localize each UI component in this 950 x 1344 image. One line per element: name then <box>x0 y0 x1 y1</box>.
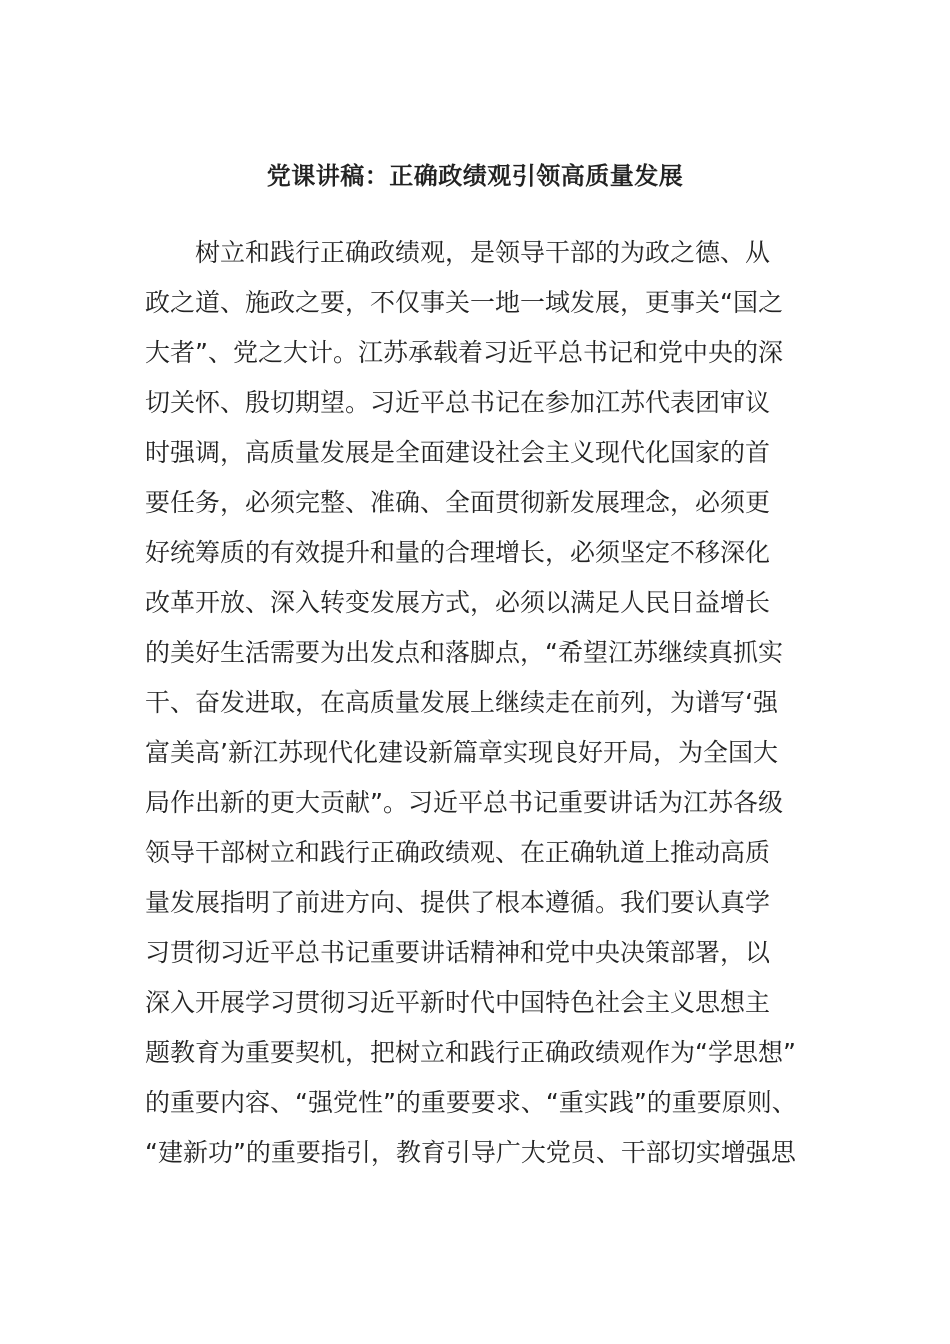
body-line: 的重要内容、“强党性”的重要要求、“重实践”的重要原则、 <box>145 1088 797 1117</box>
body-line: 政之道、施政之要，不仅事关一地一域发展，更事关“国之 <box>145 288 783 317</box>
body-line: 的美好生活需要为出发点和落脚点，“希望江苏继续真抓实 <box>145 638 783 667</box>
body-line: “建新功”的重要指引，教育引导广大党员、干部切实增强思 <box>145 1138 796 1167</box>
body-line: 大者”、党之大计。江苏承载着习近平总书记和党中央的深 <box>145 338 783 367</box>
body-line: 局作出新的更大贡献”。习近平总书记重要讲话为江苏各级 <box>145 788 783 817</box>
body-line: 富美高’新江苏现代化建设新篇章实现良好开局，为全国大 <box>145 738 778 767</box>
body-line: 切关怀、殷切期望。习近平总书记在参加江苏代表团审议 <box>145 388 771 417</box>
body-line: 题教育为重要契机，把树立和践行正确政绩观作为“学思想” <box>145 1038 796 1067</box>
body-line: 要任务，必须完整、准确、全面贯彻新发展理念，必须更 <box>145 488 771 517</box>
body-line: 干、奋发进取，在高质量发展上继续走在前列，为谱写‘强 <box>145 688 778 717</box>
body-line: 习贯彻习近平总书记重要讲话精神和党中央决策部署，以 <box>145 938 771 967</box>
body-line: 树立和践行正确政绩观，是领导干部的为政之德、从 <box>195 238 771 267</box>
body-line: 量发展指明了前进方向、提供了根本遵循。我们要认真学 <box>145 888 771 917</box>
body-line: 好统筹质的有效提升和量的合理增长，必须坚定不移深化 <box>145 538 771 567</box>
document-title: 党课讲稿：正确政绩观引领高质量发展 <box>266 162 684 190</box>
body-line: 深入开展学习贯彻习近平新时代中国特色社会主义思想主 <box>145 988 771 1017</box>
body-line: 改革开放、深入转变发展方式，必须以满足人民日益增长 <box>145 588 771 617</box>
body-line: 时强调，高质量发展是全面建设社会主义现代化国家的首 <box>145 438 771 467</box>
body-line: 领导干部树立和践行正确政绩观、在正确轨道上推动高质 <box>145 838 771 867</box>
document-body <box>145 228 810 1178</box>
